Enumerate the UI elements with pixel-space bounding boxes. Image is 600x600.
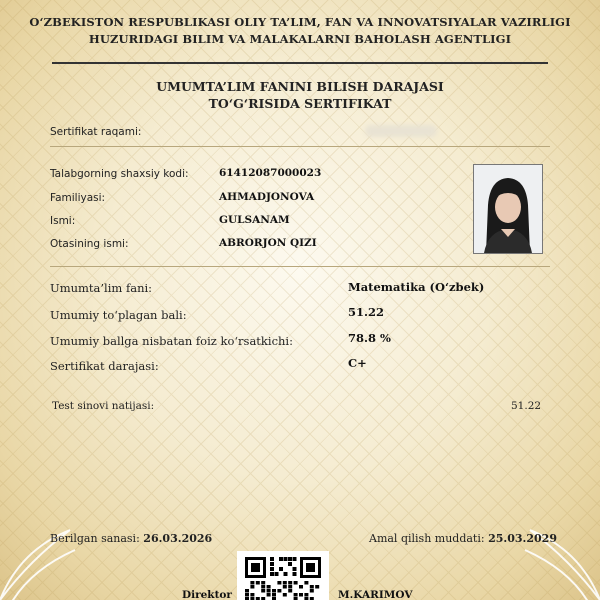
subject-value: Matematika (O‘zbek): [348, 280, 485, 294]
surname-label: Familiyasi:: [50, 192, 106, 204]
divider-2: [50, 266, 550, 267]
header-divider: [52, 62, 548, 64]
surname-value: AHMADJONOVA: [219, 191, 315, 203]
certificate-number-label: Sertifikat raqami:: [50, 126, 142, 138]
level-label: Sertifikat darajasi:: [50, 359, 159, 373]
patronymic-value: ABRORJON QIZI: [219, 237, 317, 249]
level-value: C+: [348, 356, 367, 370]
agency-header: [0, 14, 600, 48]
score-label: Umumiy to‘plagan bali:: [50, 308, 187, 322]
certificate-title: [0, 78, 600, 112]
score-value: 51.22: [348, 305, 385, 319]
issued-label: Berilgan sanasi:: [50, 532, 140, 545]
student-photo: [473, 164, 543, 254]
test-result-value: 51.22: [511, 400, 542, 412]
agency-line-2: HUZURIDAGI BILIM VA MALAKALARNI BAHOLASH AGENTLIGI: [88, 32, 512, 46]
issued-value: 26.03.2026: [143, 532, 213, 545]
personal-id-label: Talabgorning shaxsiy kodi:: [50, 168, 189, 180]
valid-until-date: [369, 532, 557, 545]
test-result-label: Test sinovi natijasi:: [52, 400, 155, 412]
agency-line-1: O‘ZBEKISTON RESPUBLIKASI OLIY TA’LIM, FAN VA INNOVATSIYALAR VAZIRLIGI: [29, 15, 571, 29]
name-label: Ismi:: [50, 215, 76, 227]
subject-label: Umumta’lim fani:: [50, 281, 153, 295]
percent-value: 78.8 %: [348, 331, 391, 345]
personal-id-value: 61412087000023: [219, 167, 322, 179]
percent-label: Umumiy ballga nisbatan foiz ko‘rsatkichi:: [50, 334, 293, 348]
title-line-2: TO‘G‘RISIDA SERTIFIKAT: [208, 96, 392, 111]
qr-code[interactable]: [237, 551, 329, 600]
divider-1: [50, 146, 550, 147]
valid-value: 25.03.2029: [488, 532, 557, 545]
name-value: GULSANAM: [219, 214, 290, 226]
title-line-1: UMUMTA’LIM FANINI BILISH DARAJASI: [156, 79, 444, 94]
certificate-number-redacted: [365, 125, 437, 137]
issued-date: [50, 532, 212, 545]
director-label: Direktor: [182, 589, 232, 600]
valid-label: Amal qilish muddati:: [369, 532, 485, 545]
director-name: M.KARIMOV: [338, 589, 413, 600]
patronymic-label: Otasining ismi:: [50, 238, 129, 250]
